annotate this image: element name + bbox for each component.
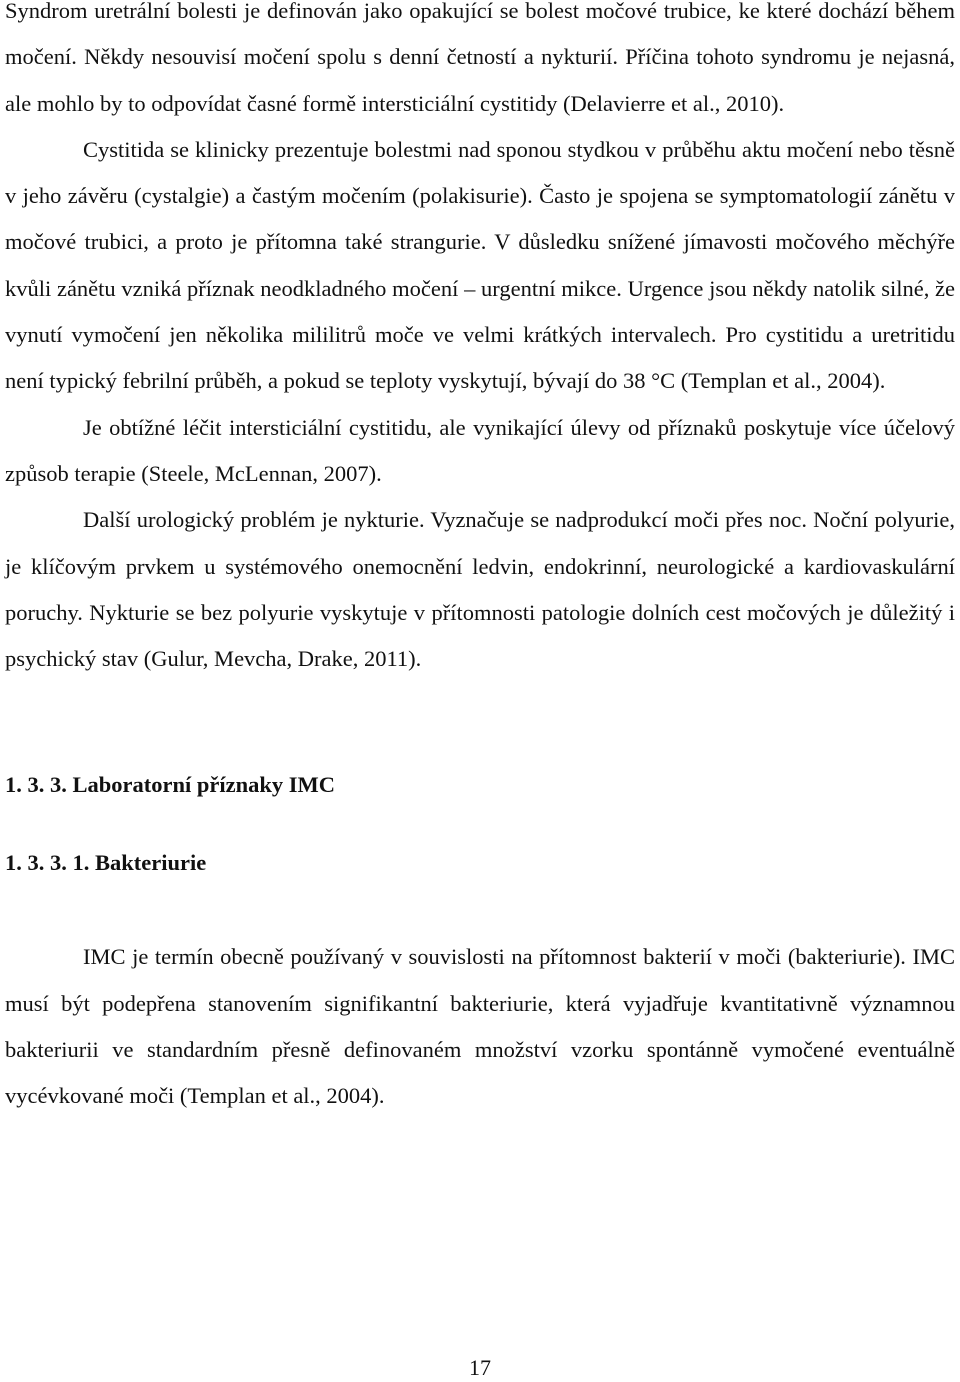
page-number: 17	[469, 1355, 491, 1380]
paragraph-nocturia: Další urologický problém je nykturie. Vyznačuje se nadprodukcí moči přes noc. Noční polyurie, je klíčovým prvkem u systémového onemocnění ledvin, endokrinní, neurologické a kardiovaskulární poruchy. Nykturie se bez polyurie vyskytuje v přítomnosti patologie dolních cest močových je důležitý i psychický stav (Gulur, Mevcha, Drake, 2011).	[5, 507, 955, 672]
paragraph-urethral-syndrome: Syndrom uretrální bolesti je definován jako opakující se bolest močové trubice, ke které dochází během močení. Někdy nesouvisí močení spolu s denní četností a nykturií. Příčina tohoto syndromu je nejasná, ale mohlo by to odpovídat časné formě intersticiální cystitidy (Delavierre et al., 2010).	[5, 0, 955, 116]
subsection-heading: 1. 3. 3. 1. Bakteriurie	[5, 850, 207, 876]
spacer	[5, 808, 955, 840]
paragraph-bacteriuria: IMC je termín obecně používaný v souvislosti na přítomnost bakterií v moči (bakteriurie). IMC musí být podepřena stanovením signifikantní bakteriurie, která vyjadřuje kvantitativně významnou bakteriurii ve standardním přesně definovaném množství vzorku spontánně vymočené eventuálně vycévkované moči (Templan et al., 2004).	[5, 944, 955, 1109]
paragraph-interstitial-cystitis-therapy: Je obtížné léčit intersticiální cystitidu, ale vynikající úlevy od příznaků poskytuje více účelový způsob terapie (Steele, McLennan, 2007).	[5, 414, 955, 486]
spacer	[5, 682, 955, 762]
spacer	[5, 886, 955, 934]
section-heading: 1. 3. 3. Laboratorní příznaky IMC	[5, 772, 336, 798]
paragraph-cystitis-symptoms: Cystitida se klinicky prezentuje bolestmi nad sponou stydkou v průběhu aktu močení nebo těsně v jeho závěru (cystalgie) a častým močením (polakisurie). Často je spojena se symptomatologií zánětu v močové trubici, a proto je přítomna také strangurie. V důsledku snížené jímavosti močového měchýře kvůli zánětu vzniká příznak neodkladného močení – urgentní mikce. Urgence jsou někdy natolik silné, že vynutí vymočení jen několika mililitrů moče ve velmi krátkých intervalech. Pro cystitidu a uretritidu není typický febrilní průběh, a pokud se teploty vyskytují, bývají do 38 °C (Templan et al., 2004).	[5, 136, 955, 394]
page-content	[5, 0, 955, 1120]
